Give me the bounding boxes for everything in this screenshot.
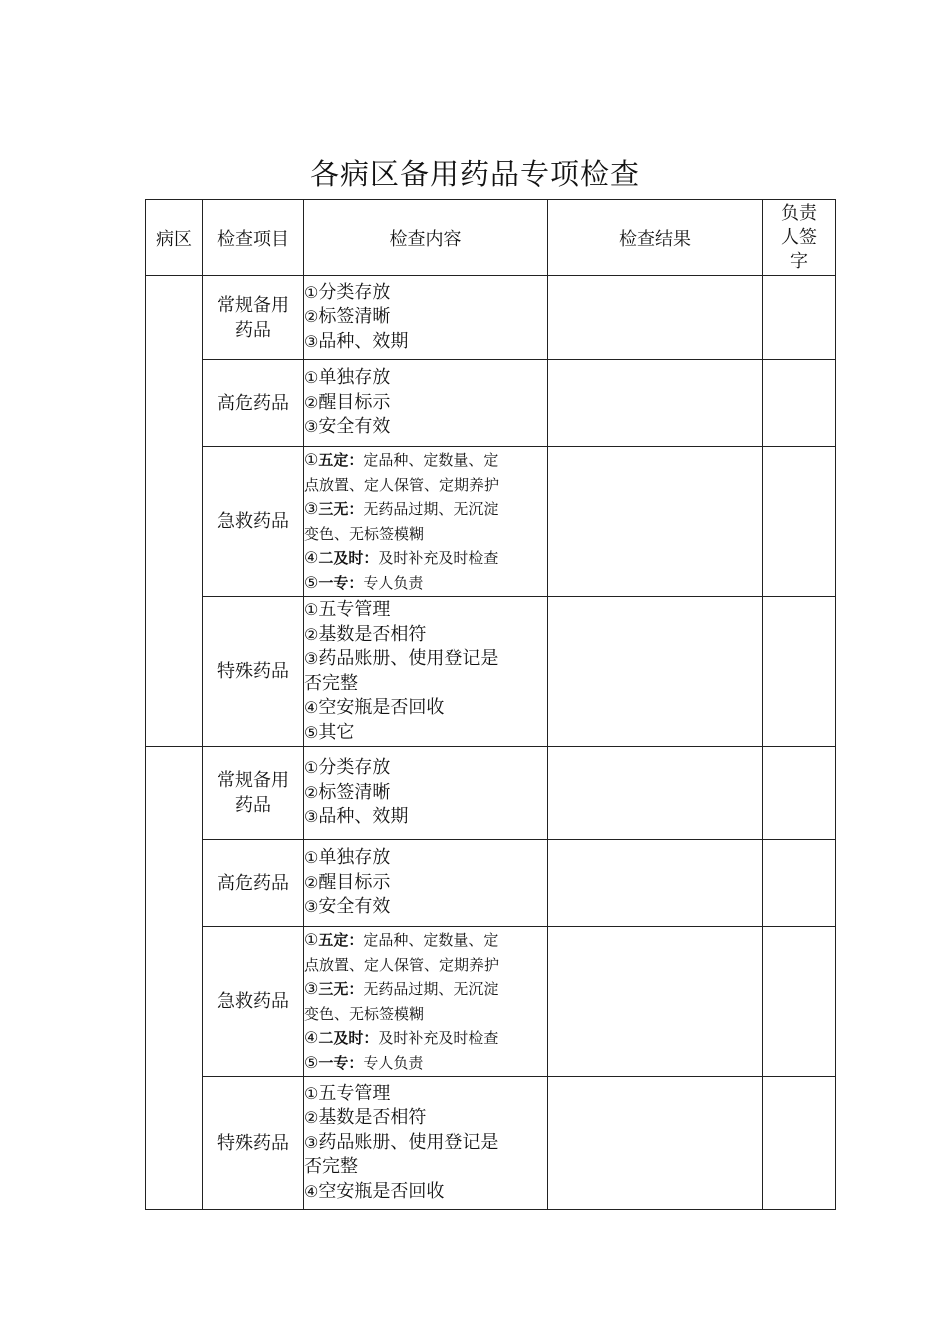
check-item-cell [203,1077,304,1210]
check-content-cell [304,447,548,597]
table-row [146,1077,836,1210]
check-item-label: 常规备用 [217,294,289,316]
signature-cell[interactable] [763,927,836,1077]
check-content-line [304,781,547,806]
item-number-marker: ① [304,1083,319,1103]
signature-cell[interactable] [763,747,836,840]
check-content-text: 定品种、定数量、定 [363,451,499,469]
check-content-text: 五专管理 [318,599,391,620]
result-cell[interactable] [548,927,763,1077]
item-number-marker: ③ [304,897,319,917]
check-item-cell [203,840,304,927]
check-content-text: 点放置、定人保管、定期养护 [304,955,500,974]
check-content-line [304,415,547,440]
header-row [146,200,836,276]
check-content-text: 否完整 [304,672,358,694]
result-cell[interactable] [548,597,763,747]
ward-cell[interactable] [146,276,203,747]
item-number-marker: ④ [304,1181,319,1201]
header-ward: 病区 [146,200,203,276]
item-number-marker: ⑤ [304,1052,319,1072]
check-content-cell [304,597,548,747]
item-number-marker: ② [304,1108,319,1128]
check-content-text: 分类存放 [318,281,391,303]
check-content-text: 其它 [318,721,355,743]
keyword-label: 三无： [318,500,364,518]
check-content-text: 五专管理 [318,1082,391,1104]
check-content-text: 变色、无标签模糊 [304,1004,425,1023]
check-content-line [304,672,547,697]
check-content-line [304,473,547,498]
check-content-line [304,647,547,672]
check-content-text: 基数是否相符 [318,1107,427,1129]
keyword-label: 二及时： [318,1029,379,1047]
table-row [146,360,836,447]
check-content-text: 品种、效期 [318,330,409,352]
table-row [146,840,836,927]
item-number-marker: ② [304,624,319,644]
item-number-marker: ③ [304,417,319,437]
check-content-line [304,305,547,330]
check-content-line [304,1106,547,1131]
result-cell[interactable] [548,360,763,447]
check-content-cell [304,840,548,927]
header-content: 检查内容 [304,200,548,276]
check-content-text: 标签清晰 [318,781,391,803]
check-content-line [304,623,547,648]
check-content-text: 药品账册、使用登记是 [318,1131,499,1153]
signature-cell[interactable] [763,840,836,927]
item-number-marker: ④ [304,1028,319,1047]
item-number-marker: ④ [304,698,319,717]
check-content-line [304,391,547,416]
check-item-label: 急救药品 [217,511,289,532]
check-content-line [304,1051,547,1076]
check-item-cell [203,597,304,747]
check-content-line [304,846,547,871]
check-content-text: 单独存放 [318,847,391,869]
check-content-text: 醒目标示 [318,871,391,893]
check-content-line [304,281,547,306]
result-cell[interactable] [548,840,763,927]
check-content-line [304,448,547,473]
check-content-text: 安全有效 [318,416,391,438]
item-number-marker: ① [304,368,319,388]
check-content-line [304,598,547,623]
check-item-cell [203,927,304,1077]
check-content-line [304,805,547,830]
item-number-marker: ① [304,758,319,778]
check-content-text: 否完整 [304,1156,358,1178]
check-content-text: 醒目标示 [318,391,391,413]
header-signature [763,200,836,276]
check-content-cell [304,927,548,1077]
signature-cell[interactable] [763,276,836,360]
check-content-line [304,928,547,953]
check-item-label: 特殊药品 [217,1132,289,1154]
check-item-label: 高危药品 [217,392,289,414]
result-cell[interactable] [548,1077,763,1210]
check-content-line [304,1131,547,1156]
item-number-marker: ① [304,450,319,469]
check-content-cell [304,1077,548,1210]
keyword-label: 一专： [318,573,364,592]
check-content-line [304,721,547,746]
check-content-line [304,1082,547,1107]
check-content-text: 空安瓶是否回收 [318,1180,445,1202]
check-content-line [304,546,547,571]
check-content-line [304,571,547,596]
check-item-cell [203,360,304,447]
check-content-line [304,756,547,781]
signature-cell[interactable] [763,1077,836,1210]
item-number-marker: ① [304,282,319,302]
result-cell[interactable] [548,747,763,840]
result-cell[interactable] [548,276,763,360]
check-item-label: 急救药品 [217,991,289,1012]
check-content-line [304,696,547,721]
check-content-line [304,977,547,1002]
check-content-line [304,330,547,355]
check-content-line [304,895,547,920]
header-signature-line: 字 [790,250,808,272]
signature-cell[interactable] [763,447,836,597]
item-number-marker: ① [304,600,319,619]
check-content-line [304,1026,547,1051]
item-number-marker: ③ [304,499,319,518]
check-item-label: 药品 [235,795,271,816]
check-content-cell [304,276,548,360]
item-number-marker: ① [304,848,319,868]
check-content-text: 定品种、定数量、定 [363,931,499,949]
table-row [146,747,836,840]
item-number-marker: ③ [304,649,319,668]
item-number-marker: ② [304,782,319,802]
keyword-label: 二及时： [318,549,379,567]
header-signature-line: 负责 [781,202,817,224]
check-content-text: 及时补充及时检查 [378,549,499,567]
table-body [146,200,836,1210]
keyword-label: 三无： [318,980,364,998]
check-content-text: 变色、无标签模糊 [304,524,425,543]
check-content-text: 专人负责 [363,1053,424,1072]
header-item: 检查项目 [203,200,304,276]
check-content-line [304,497,547,522]
item-number-marker: ③ [304,807,319,827]
check-content-line [304,1002,547,1027]
header-signature-line: 人签 [781,226,817,248]
check-item-label: 常规备用 [217,770,289,791]
check-content-line [304,1155,547,1180]
check-item-cell [203,447,304,597]
item-number-marker: ② [304,872,319,892]
check-content-text: 空安瓶是否回收 [318,697,445,718]
check-item-label: 药品 [235,319,271,341]
check-content-text: 基数是否相符 [318,623,427,645]
check-item-label: 特殊药品 [217,661,289,682]
table-row [146,447,836,597]
check-content-line [304,366,547,391]
signature-cell[interactable] [763,360,836,447]
table-row [146,927,836,1077]
check-content-line [304,953,547,978]
check-content-text: 无药品过期、无沉淀 [363,500,499,518]
item-number-marker: ② [304,307,319,327]
check-content-text: 分类存放 [318,757,391,779]
item-number-marker: ④ [304,548,319,567]
check-item-cell [203,276,304,360]
check-content-text: 药品账册、使用登记是 [318,648,499,669]
check-content-text: 及时补充及时检查 [378,1029,499,1047]
check-content-cell [304,747,548,840]
table-row [146,276,836,360]
check-item-cell [203,747,304,840]
result-cell[interactable] [548,447,763,597]
item-number-marker: ⑤ [304,572,319,592]
check-content-line [304,522,547,547]
item-number-marker: ③ [304,1132,319,1152]
item-number-marker: ② [304,392,319,412]
check-content-text: 品种、效期 [318,806,409,828]
signature-cell[interactable] [763,597,836,747]
check-content-text: 标签清晰 [318,306,391,328]
table-row [146,597,836,747]
check-content-line [304,1180,547,1205]
check-content-text: 专人负责 [363,573,424,592]
header-result: 检查结果 [548,200,763,276]
check-content-line [304,871,547,896]
inspection-table [145,199,836,1210]
item-number-marker: ① [304,930,319,949]
item-number-marker: ⑤ [304,722,319,742]
keyword-label: 五定： [318,931,364,949]
check-content-text: 无药品过期、无沉淀 [363,980,499,998]
check-content-text: 单独存放 [318,367,391,389]
page-title: 各病区备用药品专项检查 [309,157,640,191]
item-number-marker: ③ [304,979,319,998]
ward-cell[interactable] [146,747,203,1210]
check-content-text: 点放置、定人保管、定期养护 [304,475,500,494]
check-item-label: 高危药品 [217,872,289,894]
item-number-marker: ③ [304,331,319,351]
keyword-label: 一专： [318,1053,364,1072]
check-content-text: 安全有效 [318,896,391,918]
check-content-cell [304,360,548,447]
keyword-label: 五定： [318,451,364,469]
